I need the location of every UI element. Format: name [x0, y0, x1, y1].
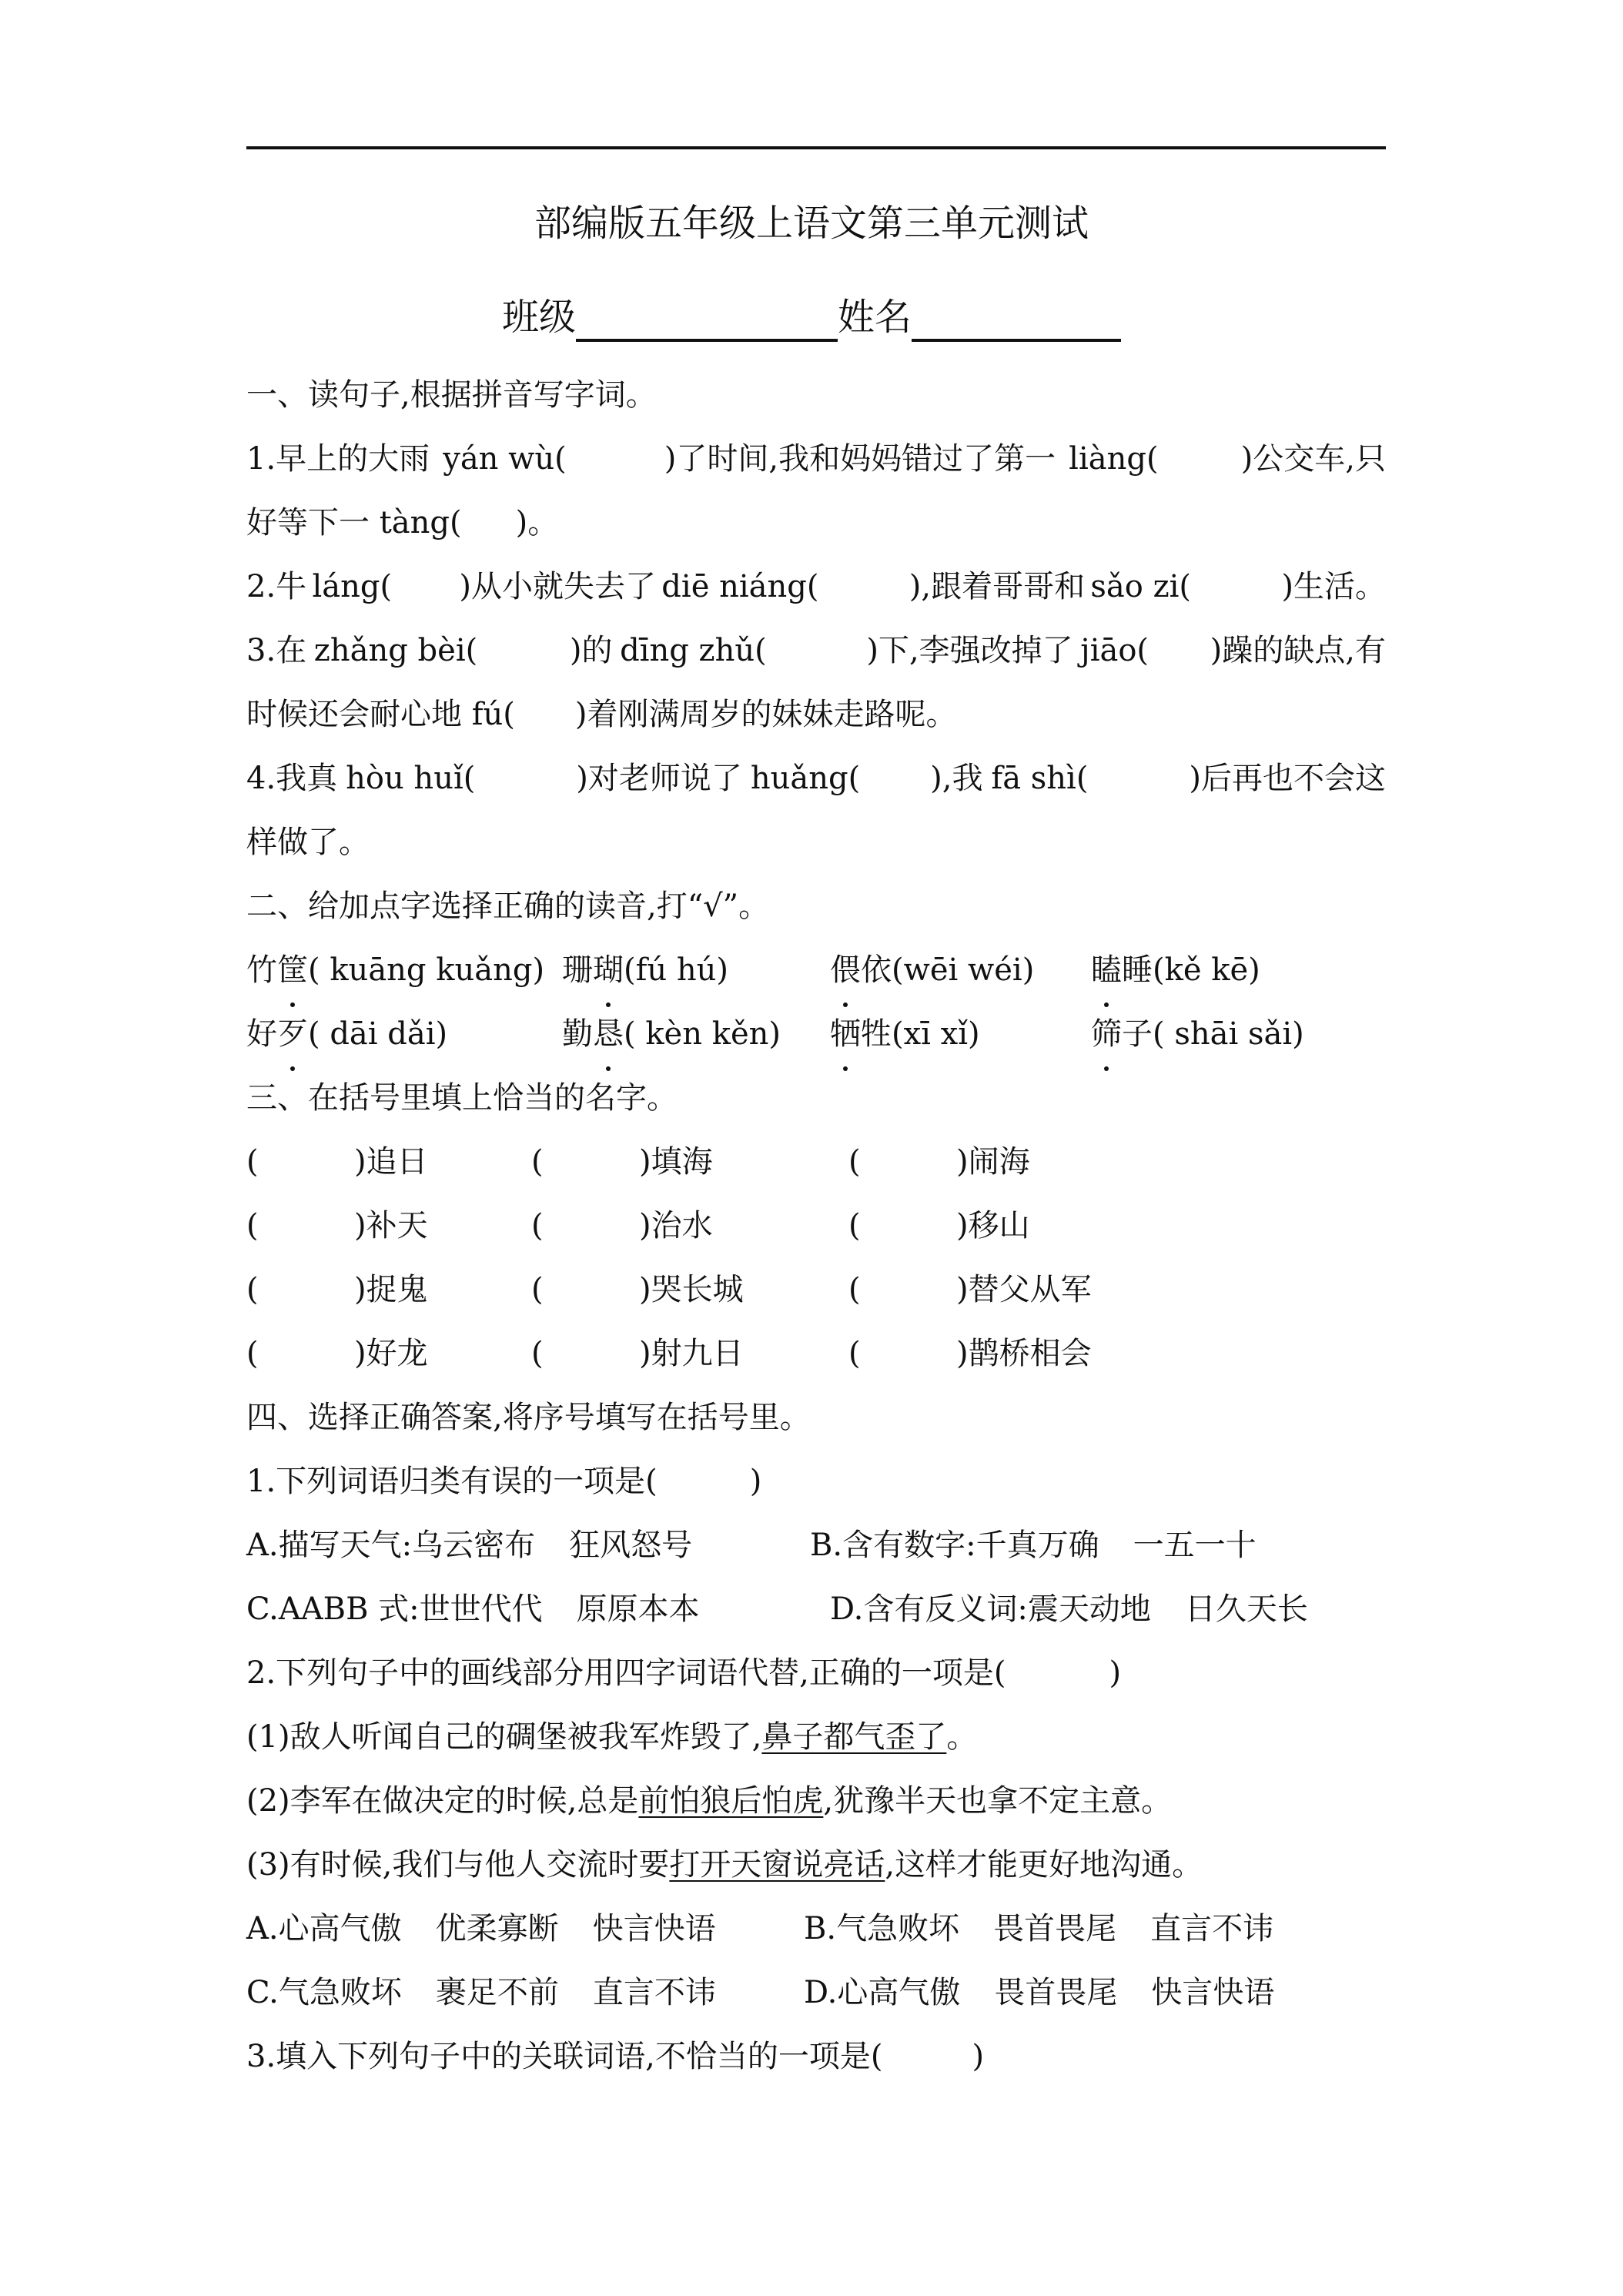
- s1-question-4: 4.我真 hòu huǐ( )对老师说了 huǎng( ),我 fā shì( )后再也不会这: [246, 747, 1386, 811]
- s1-question-1: 1.早上的大雨 yán wù( )了时间,我和妈妈错过了第一 liàng( )公交车,只: [246, 427, 1386, 491]
- name-blank-item[interactable]: ( )闹海: [848, 1144, 1030, 1180]
- s4-question-2: 2.下列句子中的画线部分用四字词语代替,正确的一项是( ): [246, 1655, 1122, 1691]
- name-blank-item[interactable]: ( )填海: [531, 1144, 713, 1180]
- pinyin-item-keshui[interactable]: 瞌睡(kě kē): [1091, 939, 1260, 1002]
- blank-lang[interactable]: )从小就失去了: [459, 569, 656, 604]
- s3-row-2: [246, 1194, 1386, 1258]
- option-a[interactable]: A.描写天气:乌云密布 狂风怒号: [246, 1528, 693, 1563]
- blank-fashi[interactable]: )后再也不会这: [1189, 761, 1386, 796]
- name-blank-item[interactable]: ( )哭长城: [531, 1272, 744, 1307]
- blank-yanwu[interactable]: )了时间,我和妈妈错过了第一: [664, 441, 1056, 477]
- name-blank-item[interactable]: ( )射九日: [531, 1336, 744, 1371]
- name-blank-item[interactable]: ( )好龙: [246, 1336, 428, 1371]
- s1-question-3: 3.在 zhǎng bèi( )的 dīng zhǔ( )下,李强改掉了 jiāo( )躁的缺点,有: [246, 619, 1386, 683]
- pinyin-item-zhukuang[interactable]: 竹筐( kuāng kuǎng): [246, 939, 544, 1002]
- pinyin-item-qinken[interactable]: 勤恳( kèn kěn): [562, 1002, 781, 1066]
- class-label: 班级: [501, 296, 576, 339]
- name-label: 姓名: [838, 296, 912, 339]
- s1-question-3-cont: 时候还会耐心地 fú( )着刚满周岁的妹妹走路呢。: [246, 697, 957, 732]
- option-b[interactable]: B.含有数字:千真万确 一五一十: [810, 1528, 1257, 1563]
- section4-heading: 四、选择正确答案,将序号填写在括号里。: [246, 1400, 811, 1435]
- section1-heading: 一、读句子,根据拼音写字词。: [246, 377, 657, 413]
- option-c[interactable]: C.AABB 式:世世代代 原原本本: [246, 1591, 700, 1627]
- pinyin-item-haodai[interactable]: 好歹( dāi dǎi): [246, 1002, 447, 1066]
- class-name-line: [0, 293, 1623, 342]
- s3-row-4: [246, 1322, 1386, 1386]
- blank-houhui[interactable]: )对老师说了: [576, 761, 742, 796]
- pinyin-item-shaizi[interactable]: 筛子( shāi sǎi): [1091, 1002, 1304, 1066]
- section3-heading: 三、在括号里填上恰当的名字。: [246, 1080, 678, 1116]
- page-title: 部编版五年级上语文第三单元测试: [534, 202, 1089, 245]
- section2-heading: 二、给加点字选择正确的读音,打“√”。: [246, 889, 770, 924]
- name-blank-item[interactable]: ( )治水: [531, 1208, 713, 1243]
- s2-row-1: [246, 939, 1386, 1002]
- s3-row-1: [246, 1130, 1386, 1194]
- blank-zhangbei[interactable]: )的: [569, 633, 613, 668]
- s4-q2-options-ab: [246, 1897, 1386, 1961]
- name-blank-item[interactable]: ( )鹊桥相会: [848, 1336, 1092, 1371]
- s4-q2-sentence-2: (2)李军在做决定的时候,总是前怕狼后怕虎,犹豫半天也拿不定主意。: [246, 1783, 1173, 1819]
- s4-question-3: 3.填入下列句子中的关联词语,不恰当的一项是( ): [246, 2039, 985, 2074]
- option-d[interactable]: D.含有反义词:震天动地 日久天长: [830, 1591, 1308, 1627]
- name-blank[interactable]: [912, 300, 1121, 342]
- s3-row-3: [246, 1258, 1386, 1322]
- s4-question-1: 1.下列词语归类有误的一项是( ): [246, 1464, 762, 1499]
- blank-saozi[interactable]: )生活。: [1281, 569, 1386, 604]
- s4-q2-sentence-1: (1)敌人听闻自己的碉堡被我军炸毁了,鼻子都气歪了。: [246, 1719, 978, 1755]
- name-blank-item[interactable]: ( )补天: [246, 1208, 428, 1243]
- option-b[interactable]: B.气急败坏 畏首畏尾 直言不讳: [804, 1911, 1274, 1946]
- blank-jiao[interactable]: )躁的缺点,有: [1210, 633, 1386, 668]
- option-a[interactable]: A.心高气傲 优柔寡断 快言快语: [246, 1911, 716, 1946]
- s1-question-2: 2.牛 láng( )从小就失去了 diē niáng( ),跟着哥哥和 sǎo zi( )生活。: [246, 555, 1386, 619]
- pinyin-item-xisheng[interactable]: 牺牲(xī xǐ): [830, 1002, 980, 1066]
- blank-liang[interactable]: )公交车,只: [1240, 441, 1386, 477]
- blank-dieniang[interactable]: ),跟着哥哥和: [909, 569, 1086, 604]
- s4-q1-options-cd: [246, 1578, 1386, 1642]
- blank-huang[interactable]: ),我: [930, 761, 983, 796]
- option-d[interactable]: D.心高气傲 畏首畏尾 快言快语: [804, 1975, 1275, 2010]
- s1-question-1-cont: 好等下一 tàng( )。: [246, 505, 559, 541]
- blank-dingzhu[interactable]: )下,李强改掉了: [866, 633, 1073, 668]
- name-blank-item[interactable]: ( )移山: [848, 1208, 1030, 1243]
- underlined-phrase: 打开天窗说亮话: [669, 1847, 885, 1883]
- s2-row-2: [246, 1002, 1386, 1066]
- underlined-phrase: 前怕狼后怕虎: [638, 1783, 824, 1819]
- name-blank-item[interactable]: ( )追日: [246, 1144, 428, 1180]
- underlined-phrase: 鼻子都气歪了: [761, 1719, 947, 1755]
- pinyin-item-shanhu[interactable]: 珊瑚(fú hú): [562, 939, 728, 1002]
- blank-fu[interactable]: )着刚满周岁的妹妹走路呢。: [574, 697, 957, 732]
- s1-question-4-cont: 样做了。: [246, 825, 370, 860]
- name-blank-item[interactable]: ( )替父从军: [848, 1272, 1092, 1307]
- header-rule: [246, 146, 1386, 149]
- worksheet-content: [246, 363, 1386, 2089]
- option-c[interactable]: C.气急败坏 裹足不前 直言不讳: [246, 1975, 716, 2010]
- name-blank-item[interactable]: ( )捉鬼: [246, 1272, 428, 1307]
- s4-q2-options-cd: [246, 1961, 1386, 2025]
- blank-tang[interactable]: )。: [515, 505, 559, 541]
- s4-q2-sentence-3: (3)有时候,我们与他人交流时要打开天窗说亮话,这样才能更好地沟通。: [246, 1847, 1203, 1883]
- s4-q1-options-ab: [246, 1514, 1386, 1578]
- pinyin-item-weiyi[interactable]: 偎依(wēi wéi): [830, 939, 1034, 1002]
- class-blank[interactable]: [576, 300, 838, 342]
